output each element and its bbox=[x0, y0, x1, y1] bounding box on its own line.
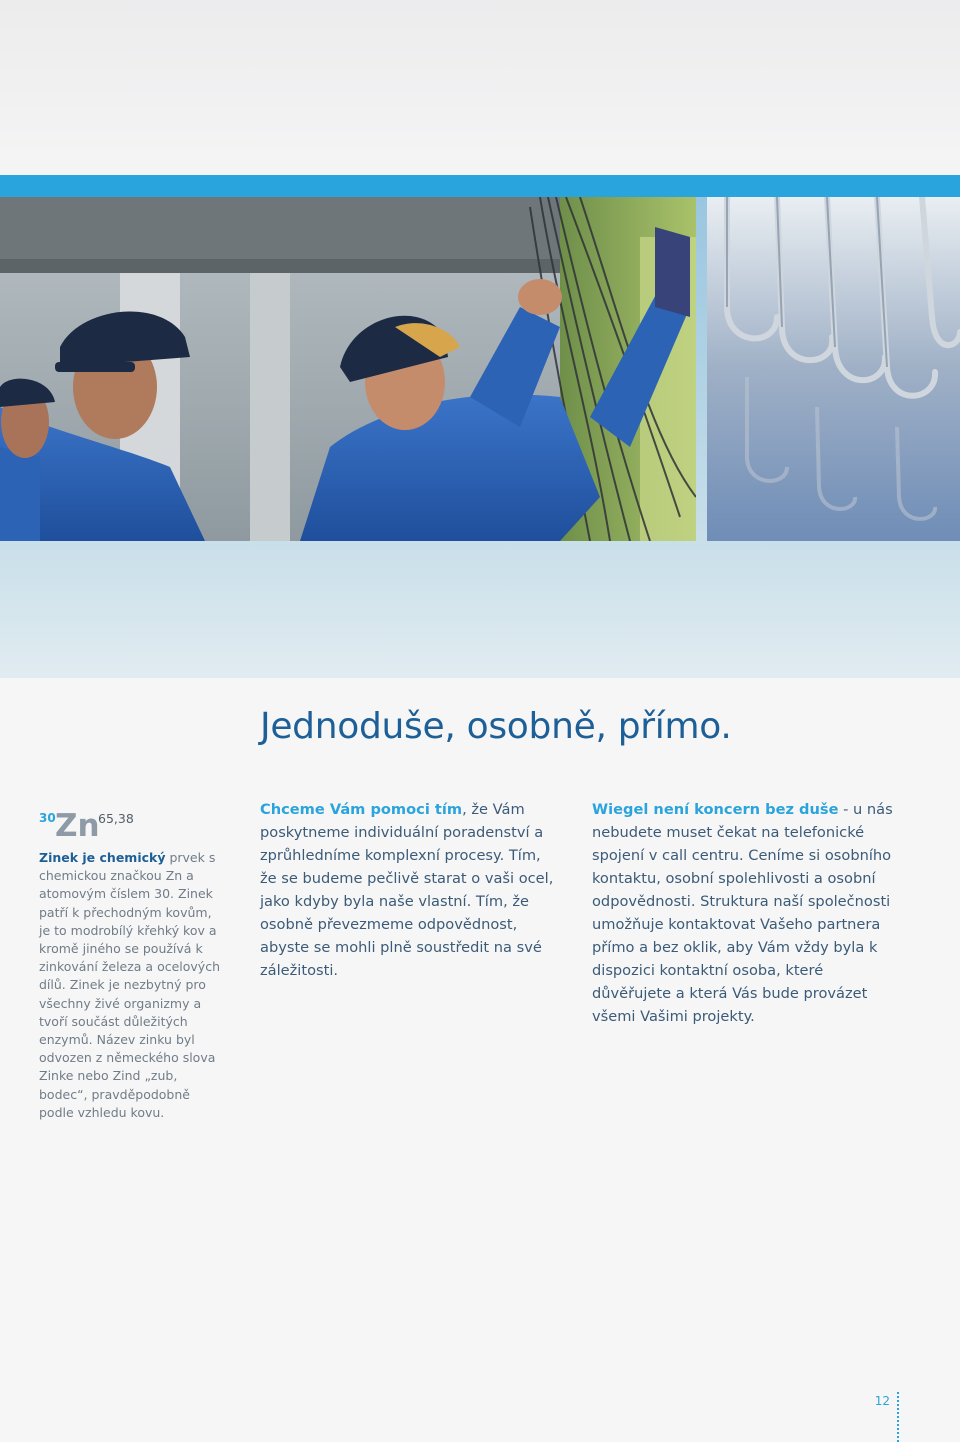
workers-illustration bbox=[0, 197, 696, 541]
right-column-text bbox=[592, 798, 904, 1028]
middle-column-body: , že Vám poskytneme individuální poradenství a zprůhledníme komplexní procesy. Tím, že se budeme pečlivě starat o vaši ocel, jako kdyby byla naše vlastní. Tím, že osobně převezmeme odpovědnost, abyste se mohli plně soustředit na své záležitosti. bbox=[260, 801, 554, 979]
hooks-photo bbox=[707, 197, 960, 541]
zinc-sidebar-text bbox=[39, 849, 225, 1122]
middle-column-text bbox=[260, 798, 560, 982]
workers-photo bbox=[0, 197, 696, 541]
page-number-divider bbox=[897, 1392, 899, 1442]
middle-column-lead: Chceme Vám pomoci tím bbox=[260, 801, 463, 818]
right-column-lead: Wiegel není koncern bez duše bbox=[592, 801, 839, 818]
hooks-illustration bbox=[707, 197, 960, 541]
element-symbol-box bbox=[38, 806, 158, 846]
element-symbol: Zn bbox=[55, 808, 100, 844]
sidebar-lead: Zinek je chemický bbox=[39, 850, 166, 865]
sidebar-body: prvek s chemickou značkou Zn a atomovým číslem 30. Zinek patří k přechodným kovům, je to modrobílý křehký kov a kromě jiného se používá k zinkování železa a ocelových dílů. Zinek je nezbytný pro všechny živé organizmy a tvoří součást důležitých enzymů. Název zinku byl odvozen z německého slova Zinke nebo Zind „zub, bodec“, pravděpodobně podle vzhledu kovu. bbox=[39, 850, 220, 1120]
atomic-number: 30 bbox=[39, 811, 56, 825]
right-column-body: - u nás nebudete muset čekat na telefonické spojení v call centru. Ceníme si osobního kontaktu, osobní spolehlivosti a osobní odpovědnosti. Struktura naší společnosti umožňuje kontaktovat Vašeho partnera přímo a bez oklik, aby Vám vždy byla k dispozici kontaktní osoba, které důvěřujete a která Vás bude provázet všemi Vašimi projekty. bbox=[592, 801, 893, 1025]
atomic-mass: 65,38 bbox=[98, 811, 134, 826]
page-number: 12 bbox=[874, 1394, 890, 1408]
top-accent-stripe bbox=[0, 175, 960, 197]
page-title: Jednoduše, osobně, přímo. bbox=[260, 706, 732, 747]
